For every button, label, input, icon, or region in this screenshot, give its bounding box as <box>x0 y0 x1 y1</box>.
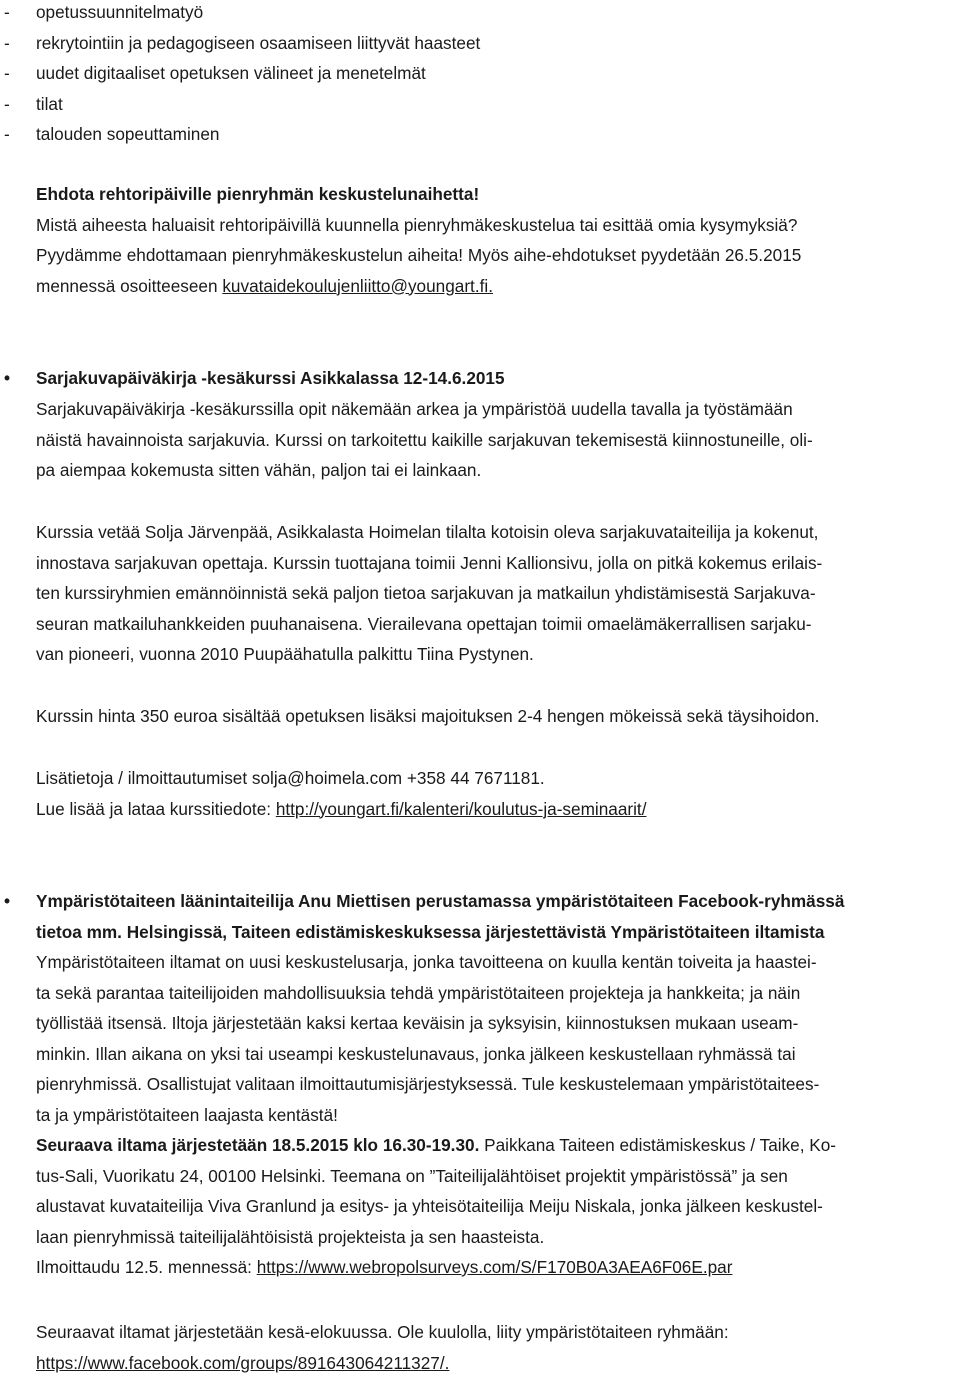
paragraph-line: pienryhmissä. Osallistujat valitaan ilmoittautumisjärjestyksessä. Tule keskustelemaan ympäristötaitees- <box>36 1069 960 1100</box>
paragraph-line: alustavat kuvataiteilija Viva Granlund ja esitys- ja yhteisötaiteilija Meiju Niskala, jonka jälkeen keskustel- <box>36 1191 960 1222</box>
course-link[interactable]: http://youngart.fi/kalenteri/koulutus-ja-seminaarit/ <box>276 799 647 819</box>
sarjakuva-para2 <box>36 517 960 670</box>
paragraph-line: minkin. Illan aikana on yksi tai useampi keskustelunavaus, jonka jälkeen keskustellaan ryhmässä tai <box>36 1039 960 1070</box>
sarjakuva-para1 <box>36 394 960 486</box>
paragraph-line: Ilmoittaudu 12.5. mennessä: https://www.webropolsurveys.com/S/F170B0A3AEA6F06E.par <box>36 1252 960 1283</box>
paragraph-line: näistä havainnoista sarjakuvia. Kurssi on tarkoitettu kaikille sarjakuvan tekemisestä kiinnostuneille, oli- <box>36 425 960 456</box>
paragraph-line: laan pienryhmissä taiteilijalähtöisistä projekteista ja sen haasteista. <box>36 1222 960 1253</box>
next-event-date: Seuraava iltama järjestetään 18.5.2015 klo 16.30-19.30. <box>36 1135 479 1155</box>
paragraph-line: Ympäristötaiteen iltamat on uusi keskustelusarja, jonka tavoitteena on kuulla kentän toiveita ja haastei- <box>36 947 960 978</box>
paragraph-line: Mistä aiheesta haluaisit rehtoripäivillä kuunnella pienryhmäkeskustelua tai esittää omia kysymyksiä? <box>36 210 960 241</box>
rehtori-heading: Ehdota rehtoripäiville pienryhmän keskustelunaihetta! <box>36 179 960 210</box>
sarjakuva-price <box>36 701 960 732</box>
paragraph-line: van pioneeri, vuonna 2010 Puupäähatulla palkittu Tiina Pystynen. <box>36 639 960 670</box>
dash-marker: - <box>4 0 10 28</box>
paragraph-line: Seuraavat iltamat järjestetään kesä-elokuussa. Ole kuulolla, liity ympäristötaiteen ryhmään: <box>36 1317 960 1348</box>
ymparisto-section <box>36 886 960 1283</box>
ymparisto-heading: tietoa mm. Helsingissä, Taiteen edistämiskeskuksessa järjestettävistä Ympäristötaiteen iltamista <box>36 917 960 948</box>
ymparisto-heading: Ympäristötaiteen läänintaiteilija Anu Miettisen perustamassa ympäristötaiteen Facebook-ryhmässä <box>36 886 960 917</box>
paragraph-line: pa aiempaa kokemusta sitten vähän, paljon tai ei lainkaan. <box>36 455 960 486</box>
paragraph-line: mennessä osoitteeseen kuvataidekoulujenliitto@youngart.fi. <box>36 271 960 302</box>
topic-list <box>0 0 480 150</box>
paragraph-line: innostava sarjakuvan opettaja. Kurssin tuottajana toimii Jenni Kallionsivu, jolla on pitkä kokemus erilais- <box>36 548 960 579</box>
paragraph-line: työllistää itsensä. Iltoja järjestetään kaksi kertaa keväisin ja syksyisin, kiinnostuksen mukaan useam- <box>36 1008 960 1039</box>
dash-marker: - <box>4 28 10 59</box>
list-item: - uudet digitaaliset opetuksen välineet ja menetelmät <box>0 58 480 89</box>
sarjakuva-heading: Sarjakuvapäiväkirja -kesäkurssi Asikkalassa 12-14.6.2015 <box>36 363 505 394</box>
rehtori-section <box>36 179 960 301</box>
list-item: - tilat <box>0 89 480 120</box>
facebook-group-link[interactable]: https://www.facebook.com/groups/891643064211327/. <box>36 1353 449 1373</box>
dash-marker: - <box>4 58 10 89</box>
paragraph-line: seuran matkailuhankkeiden puuhanaisena. Vierailevana opettajan toimii omaelämäkerrallisen sarjaku- <box>36 609 960 640</box>
bullet-marker: • <box>0 886 14 917</box>
ymparisto-future <box>36 1317 960 1378</box>
paragraph-line: Lisätietoja / ilmoittautumiset solja@hoimela.com +358 44 7671181. <box>36 763 960 794</box>
email-link[interactable]: kuvataidekoulujenliitto@youngart.fi. <box>222 276 493 296</box>
paragraph-line: Kurssia vetää Solja Järvenpää, Asikkalasta Hoimelan tilalta kotoisin oleva sarjakuvataiteilija ja kokenut, <box>36 517 960 548</box>
bullet-marker: • <box>0 363 14 394</box>
paragraph-line: Lue lisää ja lataa kurssitiedote: http://youngart.fi/kalenteri/koulutus-ja-seminaarit/ <box>36 794 960 825</box>
paragraph-line: Sarjakuvapäiväkirja -kesäkurssilla opit näkemään arkea ja ympäristöä uudella tavalla ja työstämään <box>36 394 960 425</box>
paragraph-line: ta ja ympäristötaiteen laajasta kentästä! <box>36 1100 960 1131</box>
paragraph-line: tus-Sali, Vuorikatu 24, 00100 Helsinki. Teemana on ”Taiteilijalähtöiset projektit ympäristössä” ja sen <box>36 1161 960 1192</box>
paragraph-line: Kurssin hinta 350 euroa sisältää opetuksen lisäksi majoituksen 2-4 hengen mökeissä sekä täysihoidon. <box>36 701 960 732</box>
paragraph-line: Seuraava iltama järjestetään 18.5.2015 klo 16.30-19.30. Paikkana Taiteen edistämiskeskus / Taike, Ko- <box>36 1130 960 1161</box>
paragraph-line: ta sekä parantaa taiteilijoiden mahdollisuuksia tehdä ympäristötaiteen projekteja ja hankkeita; ja näin <box>36 978 960 1009</box>
paragraph-line: Pyydämme ehdottamaan pienryhmäkeskustelun aiheita! Myös aihe-ehdotukset pyydetään 26.5.2015 <box>36 240 960 271</box>
sarjakuva-info <box>36 763 960 824</box>
dash-marker: - <box>4 119 10 150</box>
list-item: - talouden sopeuttaminen <box>0 119 480 150</box>
paragraph-line: ten kurssiryhmien emännöinnistä sekä paljon tietoa sarjakuvan ja matkailun yhdistämisestä Sarjakuva- <box>36 578 960 609</box>
paragraph-line <box>36 1348 960 1378</box>
registration-link[interactable]: https://www.webropolsurveys.com/S/F170B0A3AEA6F06E.par <box>257 1257 733 1277</box>
list-item: - rekrytointiin ja pedagogiseen osaamiseen liittyvät haasteet <box>0 28 480 59</box>
list-item: - opetussuunnitelmatyö <box>0 0 480 28</box>
dash-marker: - <box>4 89 10 120</box>
